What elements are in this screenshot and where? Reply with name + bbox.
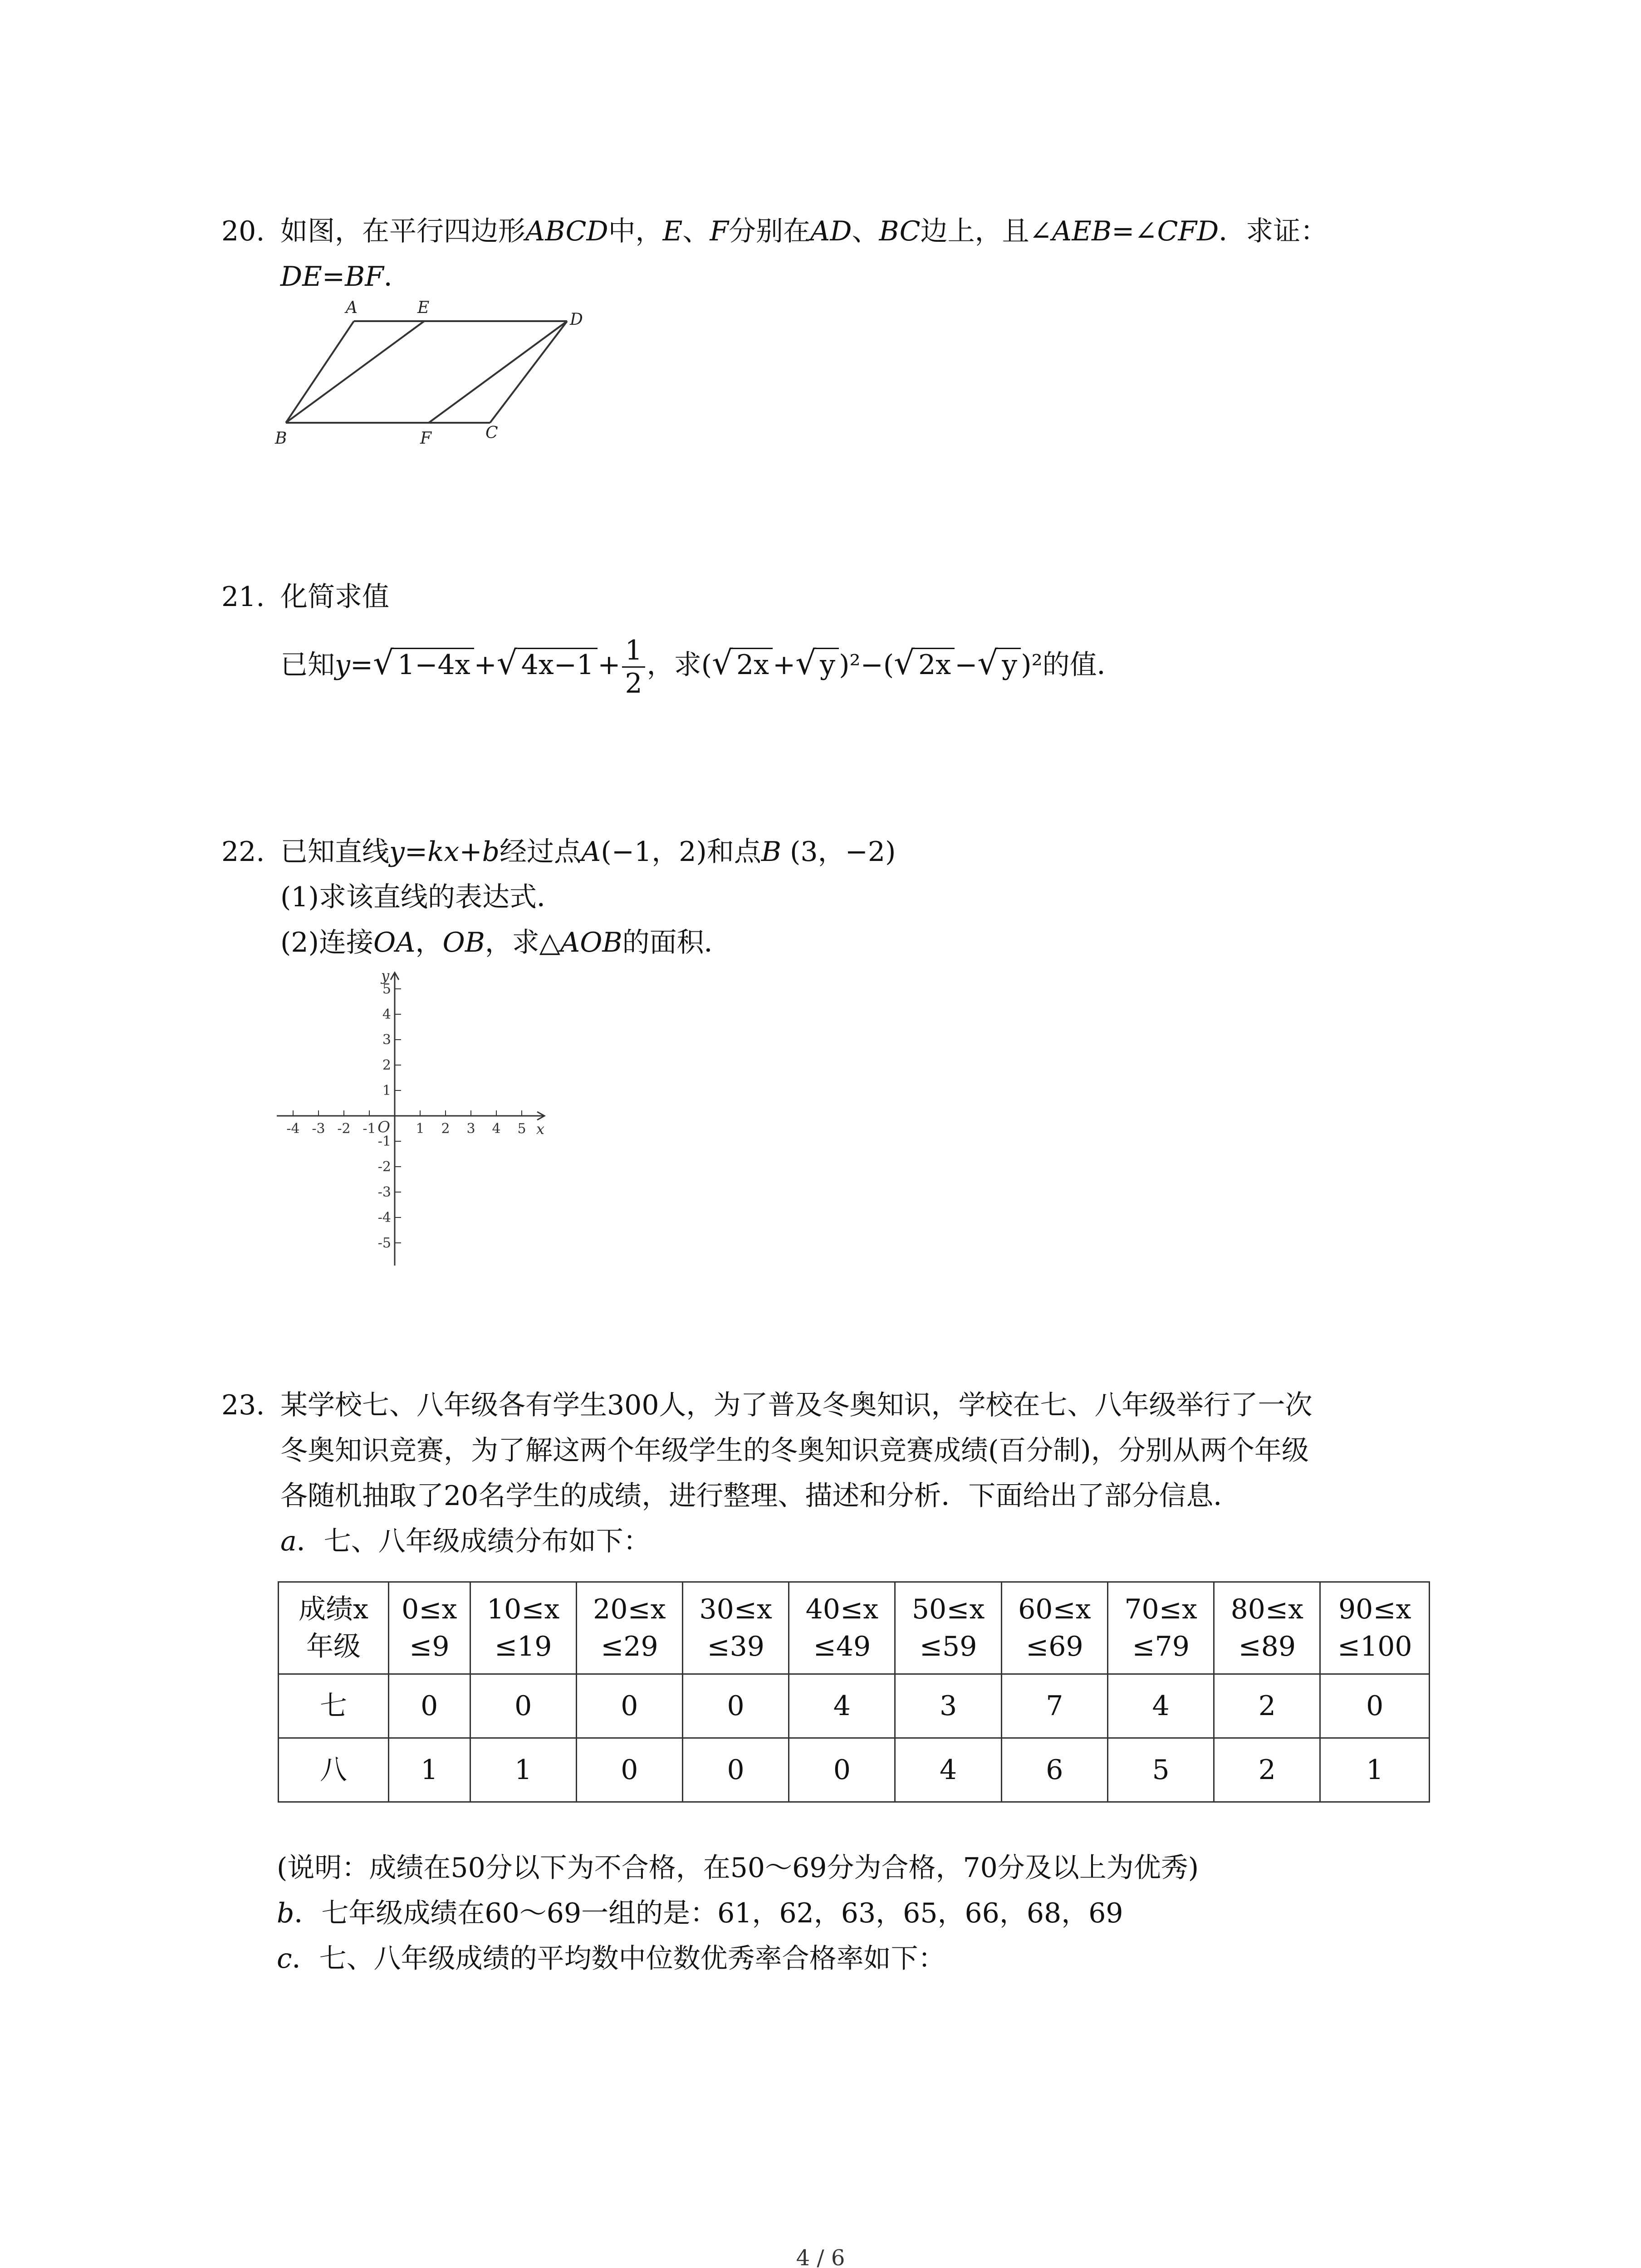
count-cell: 0 bbox=[1320, 1674, 1430, 1738]
question-text: 已知直线y=kx+b经过点A(−1，2)和点B (3，−2) bbox=[280, 836, 896, 868]
x-tick-label: -4 bbox=[286, 1121, 300, 1137]
table-header-cell: 50≤x ≤59 bbox=[895, 1582, 1001, 1674]
count-cell: 2 bbox=[1214, 1674, 1320, 1738]
table-header-cell: 60≤x ≤69 bbox=[1001, 1582, 1107, 1674]
segment-FD bbox=[429, 321, 567, 423]
count-cell: 4 bbox=[895, 1738, 1001, 1802]
x-tick-label: -3 bbox=[312, 1121, 325, 1137]
y-tick-label: 2 bbox=[382, 1057, 391, 1073]
table-header-cell: 20≤x ≤29 bbox=[576, 1582, 682, 1674]
count-cell: 3 bbox=[895, 1674, 1001, 1738]
side-CD bbox=[490, 321, 567, 423]
label-D: D bbox=[570, 310, 583, 329]
count-cell: 4 bbox=[1107, 1674, 1214, 1738]
label-E: E bbox=[417, 299, 430, 317]
table-header-row bbox=[279, 1582, 1430, 1674]
table-header-cell: 40≤x ≤49 bbox=[789, 1582, 895, 1674]
y-tick-label: 5 bbox=[382, 981, 391, 997]
label-B: B bbox=[275, 429, 287, 448]
question-title: 化简求值 bbox=[280, 581, 389, 613]
x-tick-label: 4 bbox=[492, 1121, 501, 1137]
table-header-cell: 10≤x ≤19 bbox=[470, 1582, 576, 1674]
side-AB bbox=[286, 321, 354, 423]
sub-question-2: (2)连接OA，OB，求△AOB的面积． bbox=[280, 927, 731, 958]
count-cell: 1 bbox=[1320, 1738, 1430, 1802]
y-tick-label: 3 bbox=[382, 1032, 391, 1048]
question-text-line1: 某学校七、八年级各有学生300人，为了普及冬奥知识，学校在七、八年级举行了一次 bbox=[280, 1389, 1313, 1421]
label-A: A bbox=[346, 299, 358, 317]
x-tick-label: 1 bbox=[416, 1121, 425, 1137]
sub-question-1: (1)求该直线的表达式． bbox=[280, 881, 564, 913]
table-header-cell: 70≤x ≤79 bbox=[1107, 1582, 1214, 1674]
y-axis-label: y bbox=[381, 967, 390, 984]
part-c-text: c．七、八年级成绩的平均数中位数优秀率合格率如下： bbox=[277, 1943, 945, 1975]
label-C: C bbox=[485, 424, 498, 442]
count-cell: 0 bbox=[683, 1738, 789, 1802]
count-cell: 1 bbox=[389, 1738, 470, 1802]
count-cell: 0 bbox=[576, 1674, 682, 1738]
count-cell: 0 bbox=[576, 1738, 682, 1802]
count-cell: 4 bbox=[789, 1674, 895, 1738]
count-cell: 6 bbox=[1001, 1738, 1107, 1802]
note-text: (说明：成绩在50分以下为不合格，在50～69分为合格，70分及以上为优秀) bbox=[277, 1852, 1199, 1884]
grade-cell: 八 bbox=[279, 1738, 389, 1802]
count-cell: 0 bbox=[470, 1674, 576, 1738]
table-row-grade-8 bbox=[279, 1738, 1430, 1802]
table-row-grade-7 bbox=[279, 1674, 1430, 1738]
label-F: F bbox=[420, 429, 431, 448]
x-tick-label: -1 bbox=[362, 1121, 376, 1137]
part-b-text: b．七年级成绩在60～69一组的是：61，62，63，65，66，68，69 bbox=[277, 1897, 1123, 1929]
origin-label: O bbox=[377, 1118, 390, 1136]
part-a-label: a．七、八年级成绩分布如下： bbox=[280, 1525, 651, 1557]
question-number: 21. bbox=[221, 581, 265, 613]
question-number: 20. bbox=[221, 215, 265, 247]
fraction-one-half: $\frac{1}{2}$ bbox=[622, 635, 645, 699]
score-distribution-table bbox=[278, 1581, 1430, 1803]
y-tick-label: 1 bbox=[382, 1083, 391, 1099]
count-cell: 0 bbox=[789, 1738, 895, 1802]
page-number: 4 / 6 bbox=[796, 2245, 845, 2268]
y-tick-label: -5 bbox=[377, 1235, 391, 1251]
coordinate-axes bbox=[272, 966, 563, 1275]
question-text-line3: 各随机抽取了20名学生的成绩，进行整理、描述和分析．下面给出了部分信息． bbox=[280, 1480, 1241, 1512]
y-tick-label: 4 bbox=[382, 1007, 391, 1022]
table-corner-cell: 成绩x 年级 bbox=[279, 1582, 389, 1674]
table-header-cell: 90≤x ≤100 bbox=[1320, 1582, 1430, 1674]
y-tick-label: -4 bbox=[377, 1210, 391, 1226]
count-cell: 5 bbox=[1107, 1738, 1214, 1802]
question-text-line2: DE=BF． bbox=[280, 261, 411, 293]
question-text-line2: 冬奥知识竞赛，为了解这两个年级学生的冬奥知识竞赛成绩(百分制)，分别从两个年级 bbox=[280, 1435, 1309, 1466]
x-tick-label: 2 bbox=[441, 1121, 450, 1137]
count-cell: 0 bbox=[389, 1674, 470, 1738]
x-tick-label: -2 bbox=[337, 1121, 351, 1137]
grade-cell: 七 bbox=[279, 1674, 389, 1738]
table-header-cell: 0≤x ≤9 bbox=[389, 1582, 470, 1674]
table-header-cell: 80≤x ≤89 bbox=[1214, 1582, 1320, 1674]
question-number: 22. bbox=[221, 836, 265, 868]
x-tick-label: 5 bbox=[517, 1121, 526, 1137]
table-header-cell: 30≤x ≤39 bbox=[683, 1582, 789, 1674]
y-tick-label: -3 bbox=[377, 1184, 391, 1200]
count-cell: 1 bbox=[470, 1738, 576, 1802]
parallelogram-figure bbox=[268, 299, 594, 454]
x-tick-label: 3 bbox=[466, 1121, 475, 1137]
x-axis-label: x bbox=[536, 1120, 545, 1138]
count-cell: 0 bbox=[683, 1674, 789, 1738]
question-number: 23. bbox=[221, 1389, 265, 1421]
question-text: 如图，在平行四边形ABCD中，E、F分别在AD、BC边上，且∠AEB=∠CFD．求证： bbox=[280, 215, 1328, 247]
y-tick-label: -2 bbox=[377, 1159, 391, 1175]
y-tick-label: -1 bbox=[377, 1134, 391, 1149]
count-cell: 7 bbox=[1001, 1674, 1107, 1738]
question-expression: 已知y=√ 1−4x +√ 4x−1 + $\frac{1}{2}$ ，求(√ 2x +√ y )²−(√ 2x −√ y )²的值． bbox=[280, 634, 1124, 699]
count-cell: 2 bbox=[1214, 1738, 1320, 1802]
segment-BE bbox=[286, 321, 424, 423]
